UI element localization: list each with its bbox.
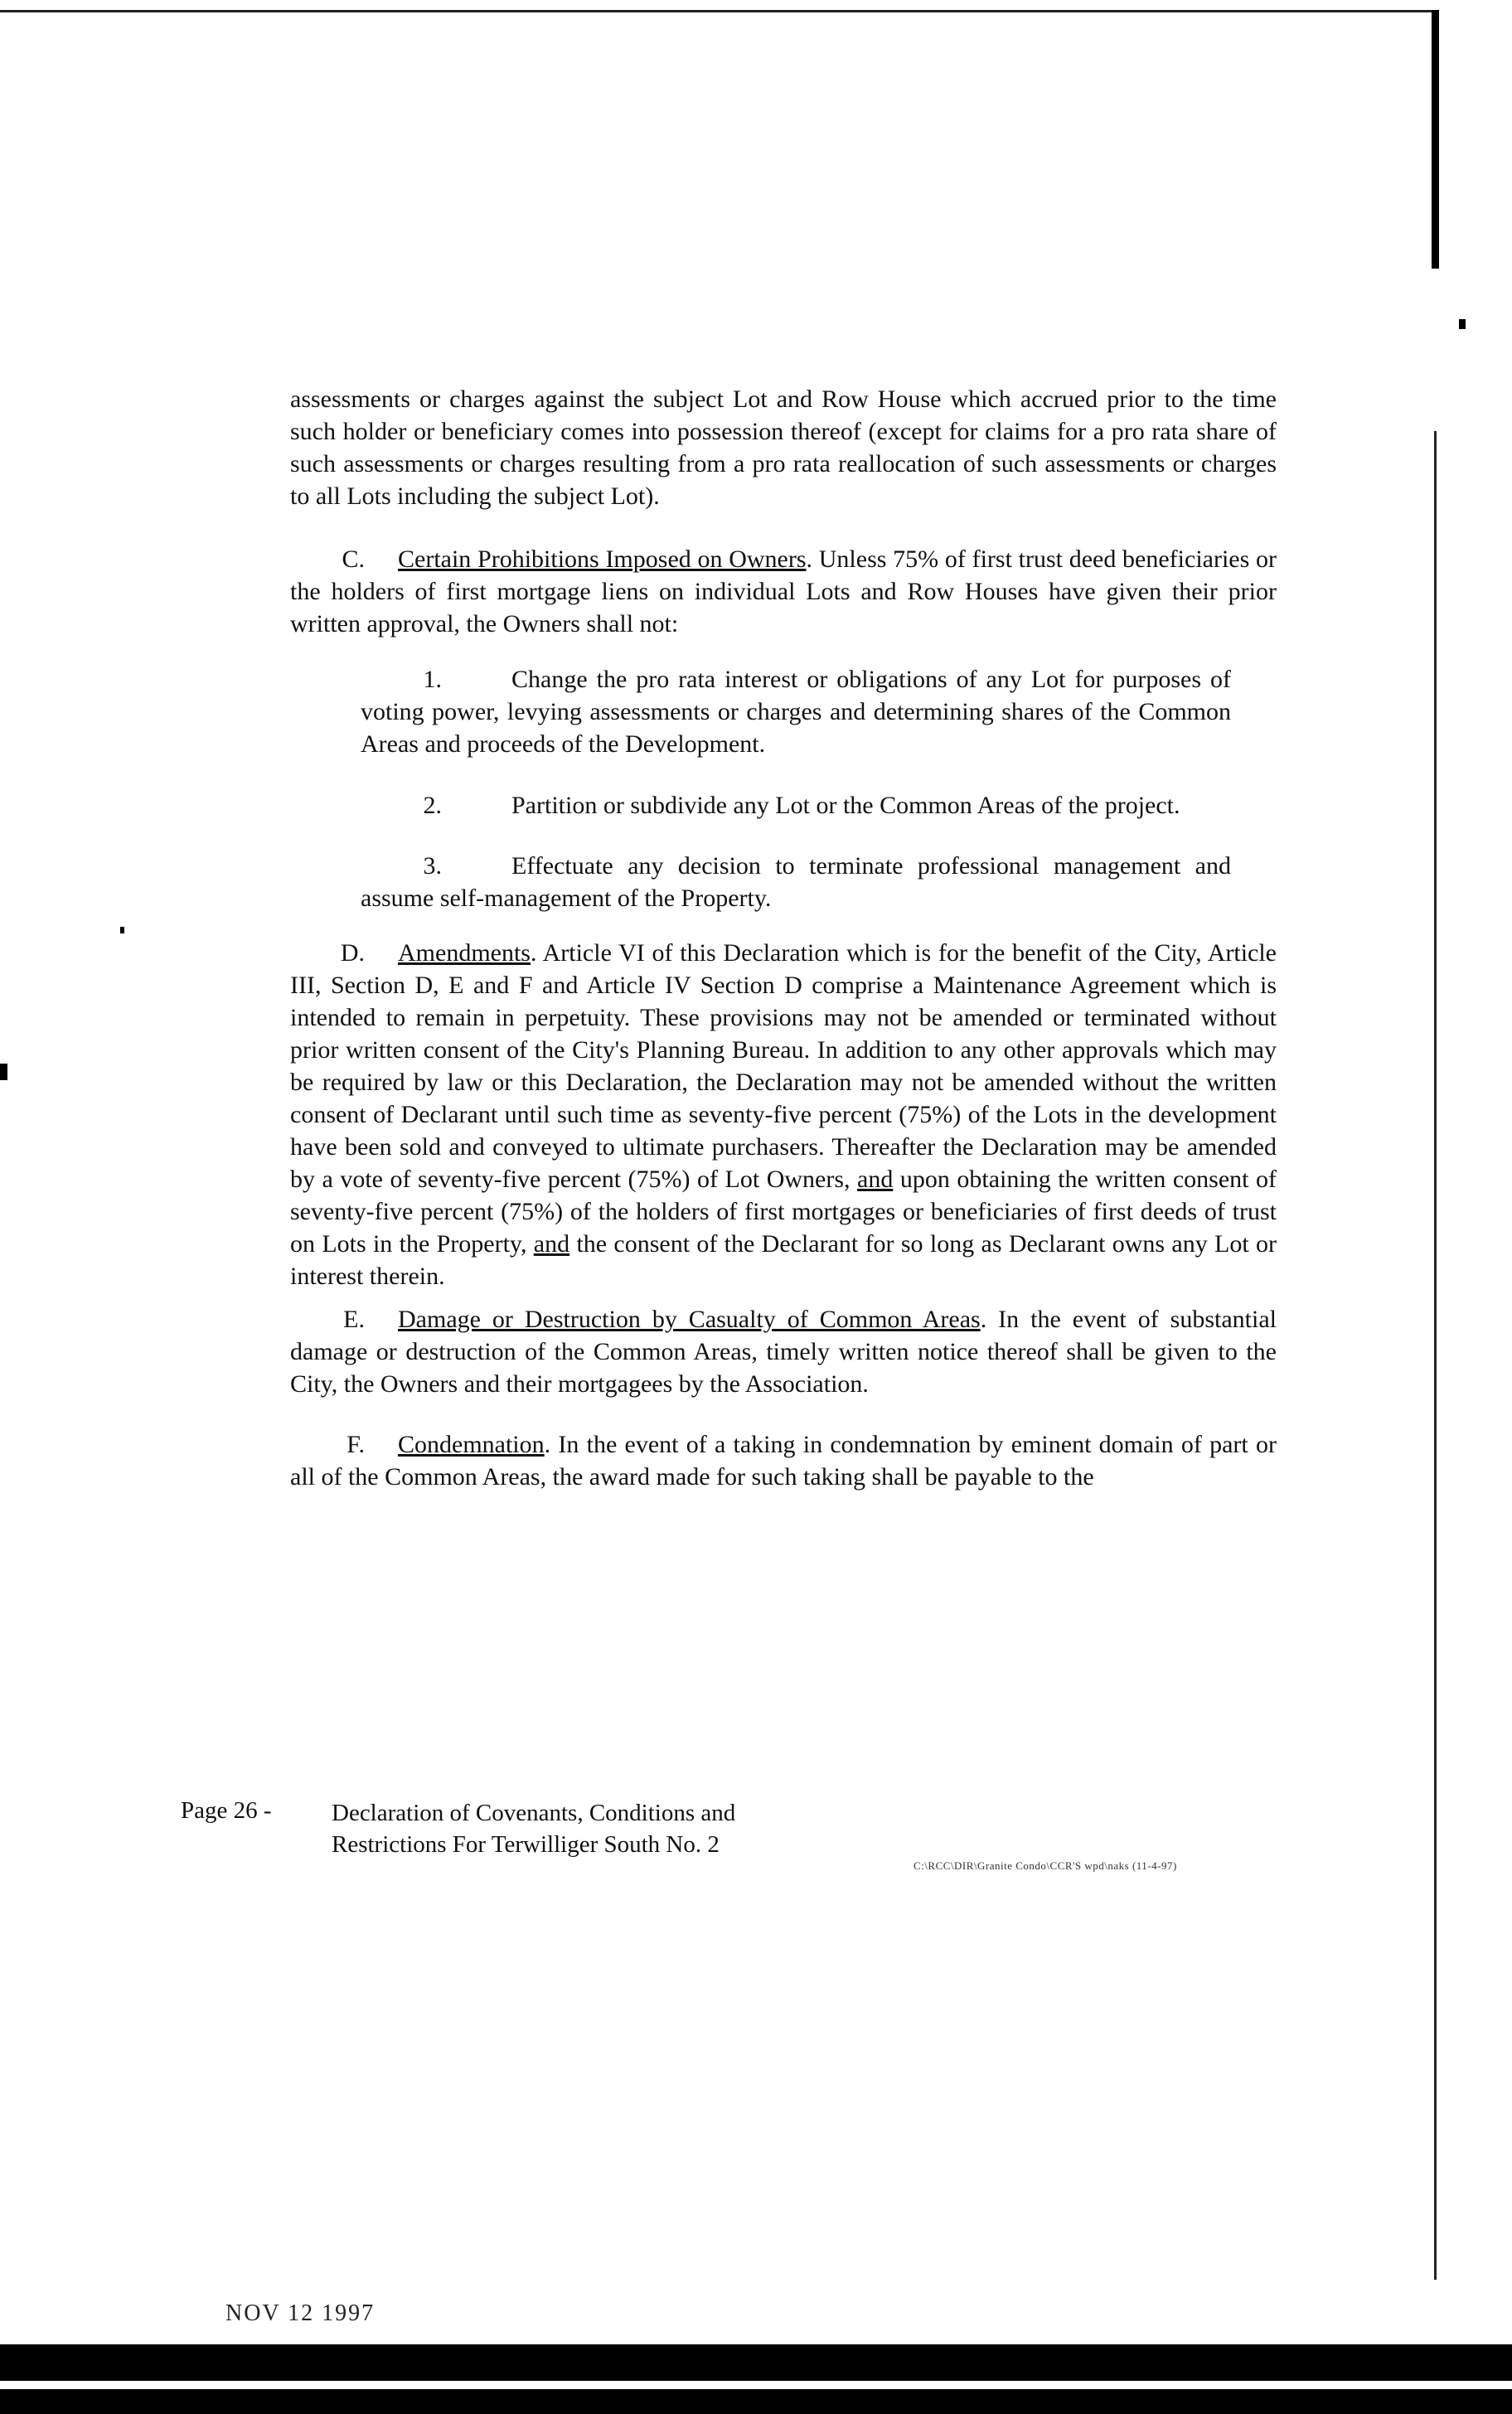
list-item bbox=[361, 850, 1231, 914]
list-item-number: 3. bbox=[423, 852, 442, 880]
list-item bbox=[361, 663, 1231, 760]
section-d-and-2: and bbox=[533, 1230, 570, 1258]
list-item-text: Effectuate any decision to terminate professional management and assume self-management of the Property. bbox=[361, 852, 1231, 912]
section-d-and-1: and bbox=[857, 1166, 894, 1193]
section-c bbox=[290, 543, 1277, 640]
list-item-text: Change the pro rata interest or obligations of any Lot for purposes of voting power, levying assessments or charges and determining shares of the Common Areas and proceeds of the Development. bbox=[361, 666, 1231, 758]
scan-border-right bbox=[1432, 10, 1439, 269]
list-item-number: 1. bbox=[423, 666, 442, 693]
section-f-text: . In the event of a taking in condemnation by eminent domain of part or all of the Common Areas, the award made for such taking shall be payable to the bbox=[290, 1431, 1277, 1491]
received-date-stamp: NOV 12 1997 bbox=[225, 2300, 376, 2326]
page-number: Page 26 - bbox=[181, 1797, 272, 1824]
scan-speck bbox=[1459, 319, 1466, 329]
list-item-number: 2. bbox=[423, 792, 442, 819]
section-e-text: . In the event of substantial damage or destruction of the Common Areas, timely written notice thereof shall be given to the City, the Owners and their mortgagees by the Association. bbox=[290, 1306, 1277, 1398]
section-c-letter: C. bbox=[342, 545, 365, 573]
section-c-text: . Unless 75% of first trust deed beneficiaries or the holders of first mortgage liens on individual Lots and Row Houses have given their prior written approval, the Owners shall not: bbox=[290, 545, 1277, 637]
section-d-heading: Amendments bbox=[398, 939, 531, 967]
section-d-text-1: . Article VI of this Declaration which is for the benefit of the City, Article III, Section D, E and F and Article IV Section D comprise a Maintenance Agreement which is intended to remain in perpetuity. These provisions may not be amended or terminated without prior written consent of the City's Planning Bureau. In addition to any other approvals which may be required by law or this Declaration, the Declaration may not be amended without the written consent of Declarant until such time as seventy-five percent (75%) of the Lots in the development have been sold and conveyed to ultimate purchasers. Thereafter the Declaration may be amended by a vote of seventy-five percent (75%) of Lot Owners, bbox=[290, 939, 1277, 1193]
scan-speck bbox=[120, 927, 124, 933]
section-d-letter: D. bbox=[340, 939, 365, 967]
list-item bbox=[361, 789, 1231, 822]
section-e-letter: E. bbox=[343, 1306, 365, 1333]
section-e bbox=[290, 1303, 1277, 1400]
footer-title bbox=[332, 1797, 735, 1860]
file-path-stamp: C:\RCC\DIR\Granite Condo\CCR'S wpd\naks (11-4-97) bbox=[914, 1859, 1177, 1872]
scan-border-right-lower bbox=[1434, 431, 1437, 2280]
list-item-text: Partition or subdivide any Lot or the Common Areas of the project. bbox=[511, 792, 1180, 819]
footer-title-line-1: Declaration of Covenants, Conditions and bbox=[332, 1800, 736, 1826]
scan-border-top bbox=[0, 10, 1439, 12]
section-f bbox=[290, 1428, 1277, 1493]
section-d bbox=[290, 937, 1277, 1292]
scan-border-bottom bbox=[0, 2344, 1512, 2414]
footer-title-line-2: Restrictions For Terwilliger South No. 2 bbox=[332, 1831, 720, 1858]
section-f-heading: Condemnation bbox=[398, 1431, 545, 1458]
section-d-text-3: the consent of the Declarant for so long as Declarant owns any Lot or interest therein. bbox=[290, 1230, 1277, 1290]
section-f-letter: F. bbox=[346, 1431, 365, 1458]
section-c-heading: Certain Prohibitions Imposed on Owners bbox=[398, 545, 807, 573]
scan-speck bbox=[0, 1064, 7, 1080]
carryover-paragraph: assessments or charges against the subject Lot and Row House which accrued prior to the time such holder or beneficiary comes into possession thereof (except for claims for a pro rata share of such assessments or charges resulting from a pro rata reallocation of such assessments or charges to all Lots including the subject Lot). bbox=[290, 385, 1277, 510]
section-d-text-2: upon obtaining the written consent of seventy-five percent (75%) of the holders of first mortgages or beneficiaries of first deeds of trust on Lots in the Property, bbox=[290, 1166, 1277, 1258]
section-e-heading: Damage or Destruction by Casualty of Common Areas bbox=[398, 1306, 981, 1333]
